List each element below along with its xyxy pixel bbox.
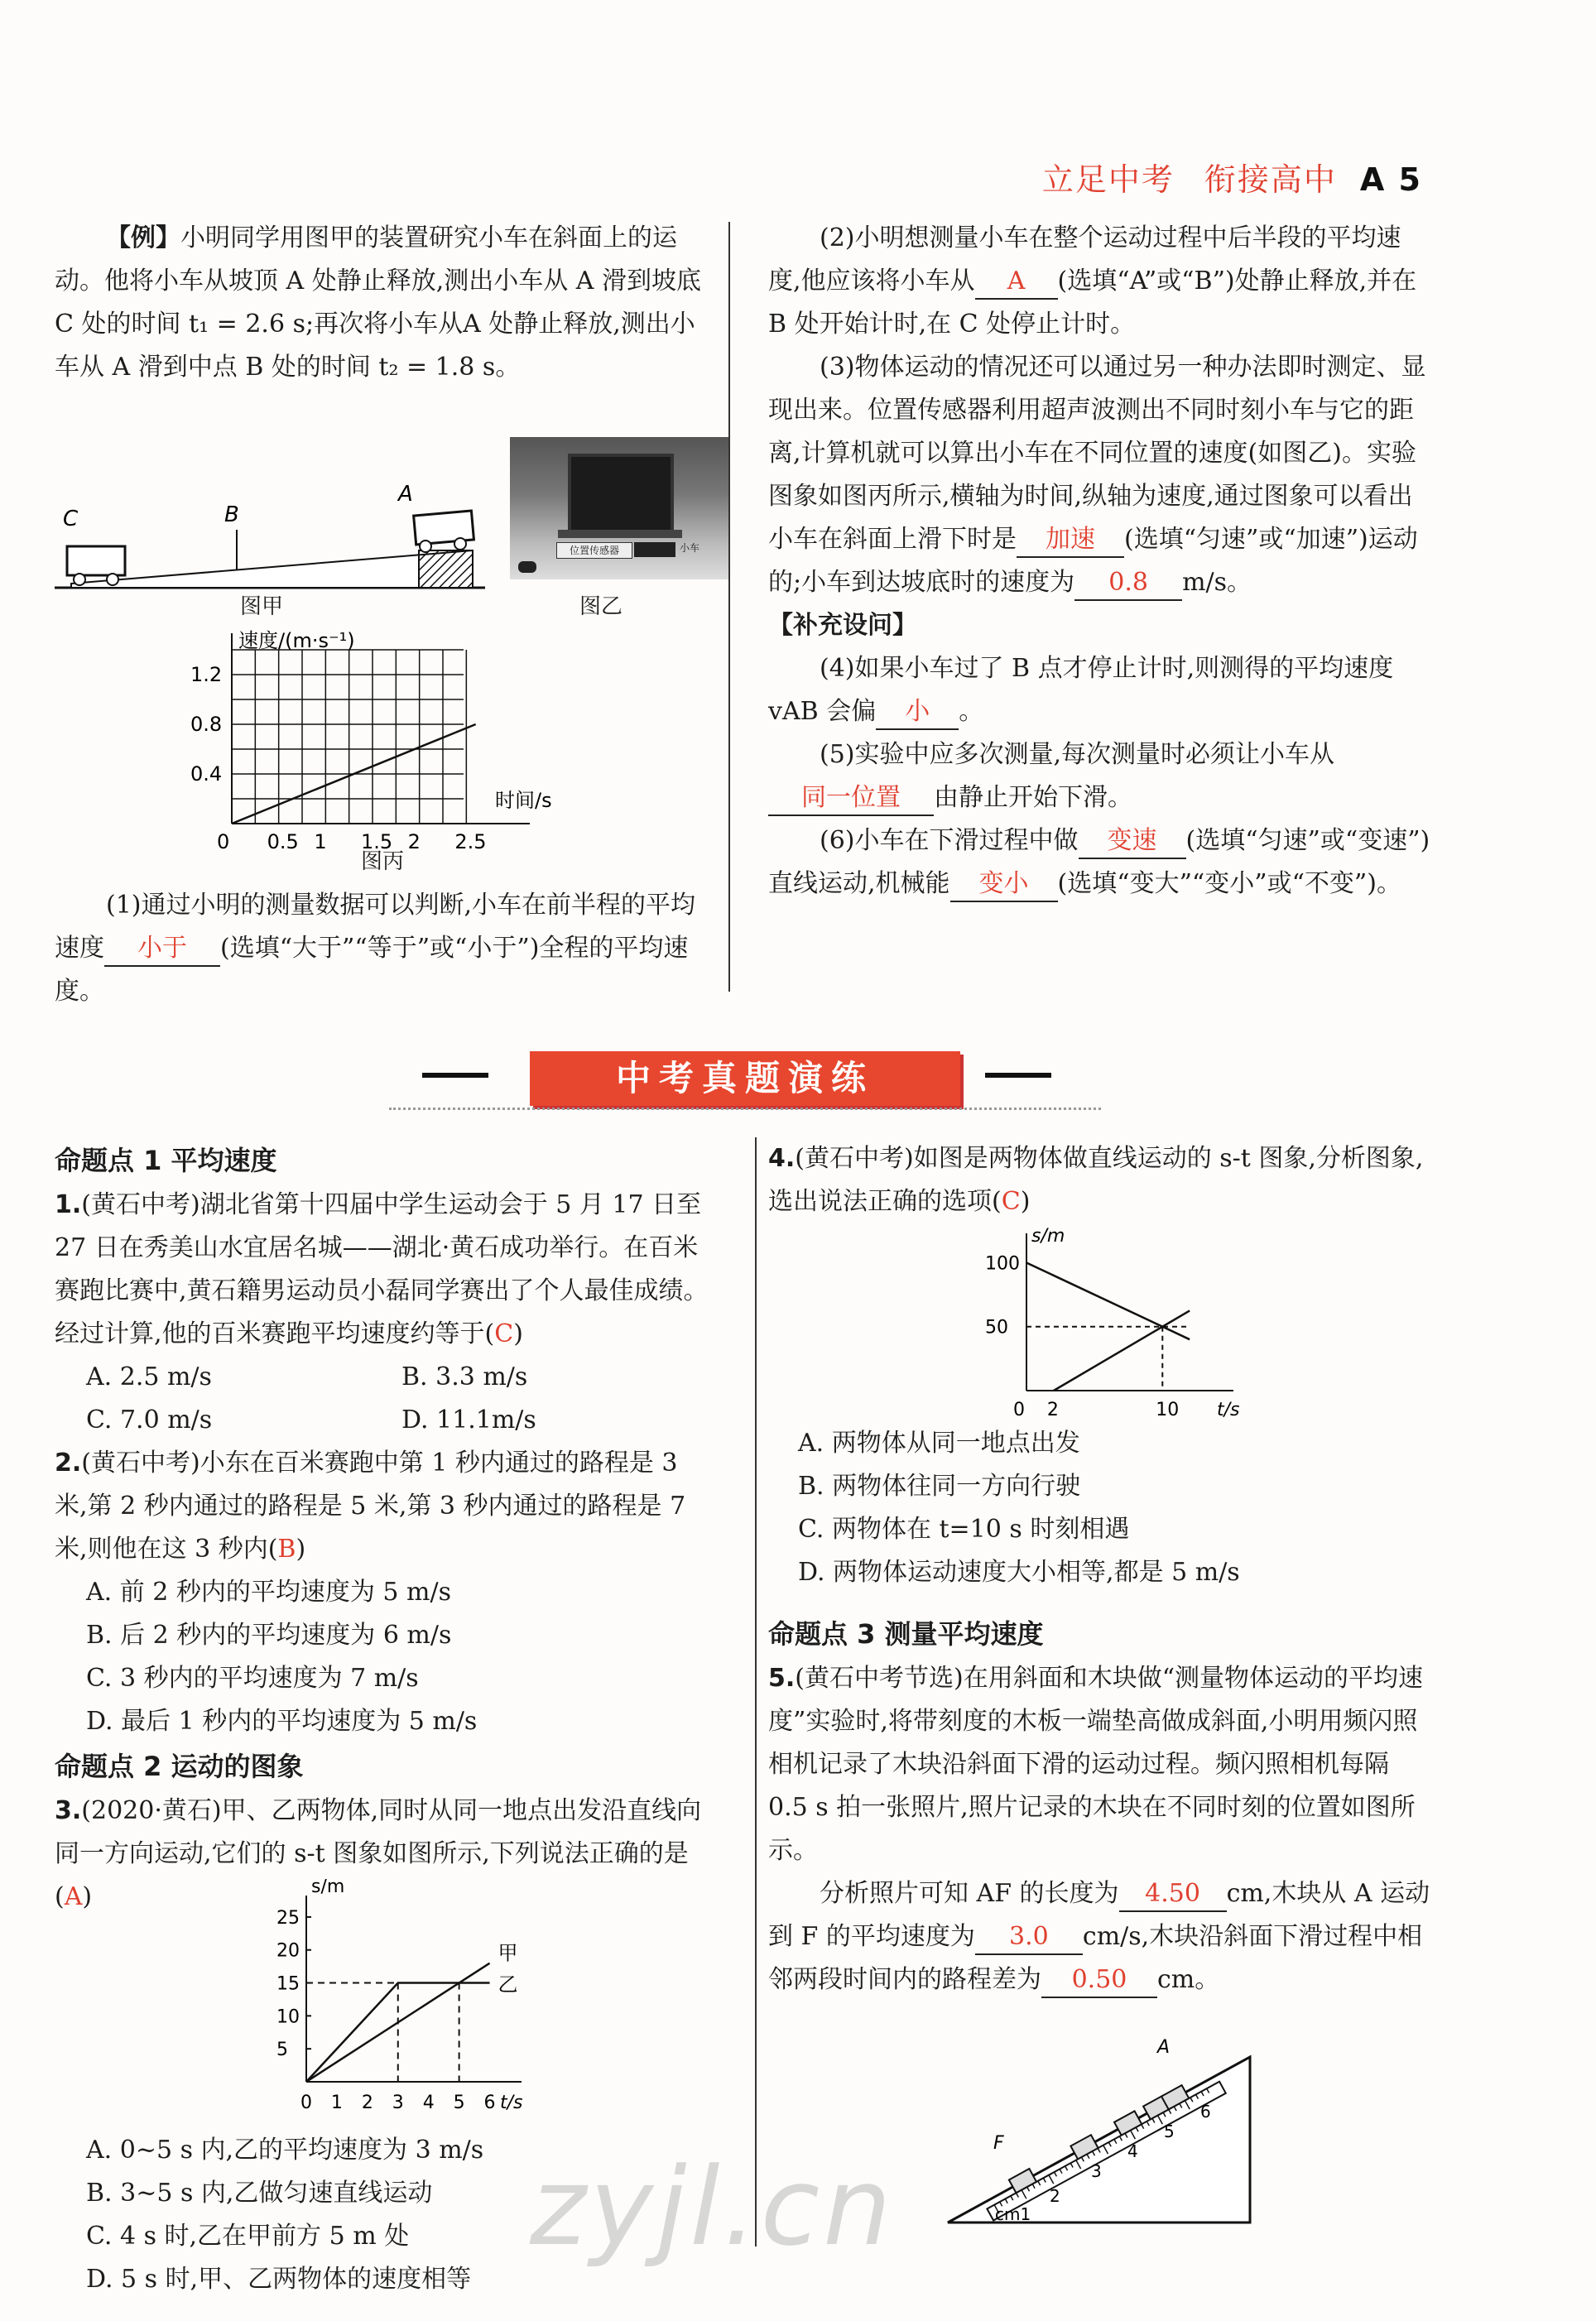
car-label: 小车 [680,542,700,554]
x-tick-label: 2.5 [454,830,487,853]
example-q1: (1)通过小明的测量数据可以判断,小车在前半程的平均速度 小于 (选填“大于”“等于”或“小于”)全程的平均速度。 [55,891,696,1006]
right-exam-column-2: 命题点 3 测量平均速度 5.(黄石中考节选)在用斜面和木块做“测量物体运动的平均速度”实验时,将带刻度的木板一端垫高做成斜面,小明用频闪照相机记录了木块沿斜面下滑的运动过程。频闪照相机每隔 0.5 s 拍一张照片,照片记录的木块在不同时刻的位置如图所示。 分析照片可知 AF 的长度为 4.50 cm,木块从 A 运动到 F 的平均速度为 3.0 cm/s,木块沿斜面下滑过程中相邻两段时间内的路程差为 0.50 cm。 [768,1611,1430,2001]
series-line-2 [1054,1310,1190,1391]
p5-answer-2: 3.0 [975,1920,1083,1955]
x-tick-label: 4 [422,2093,435,2113]
example-intro: 小明同学用图甲的装置研究小车在斜面上的运动。他将小车从坡顶 A 处静止释放,测出小车从 A 滑到坡底 C 处的时间 t₁ = 2.6 s;再次将小车从A 处静止释放,测出小车从 A 滑到中点 B 处的时间 t₂ = 1.8 s。 [55,223,702,382]
y-tick-label: 50 [985,1317,1008,1338]
y-tick-label: 10 [276,2006,300,2028]
p3-answer: A [64,1882,83,1911]
series-line-1 [1026,1262,1190,1339]
x-tick-label: 0 [217,830,230,853]
q3-answer-2: 0.8 [1074,566,1182,601]
example-right-column: (2)小明想测量小车在整个运动过程中后半段的平均速度,他应该将小车从 A (选填“A”或“B”)处静止释放,并在 B 处开始计时,在 C 处停止计时。 (3)物体运动的情况还可以通过另一种办法即时测定、显现出来。位置传感器利用超声波测出不同时刻小车与它的距离,计算机就可以算出小车在不同位置的速度(如图乙)。实验图象如图丙所示,横轴为时间,纵轴为速度,通过图象可以看出小车在斜面上滑下时是 加速 (选填“匀速”或“加速”)运动的;小车到达坡底时的速度为 0.8 m/s。 【补充设问】 (4)如果小车过了 B 点才停止计时,则测得的平均速度 vAB 会偏 小 。 (5)实验中应多次测量,每次测量时必须让小车从同一位置 由静止开始下滑。 (6)小车在下滑过程中做 变速 (选填“匀速”或“变速”)直线运动,机械能 变小 (选填“变大”“变小”或“不变”)。 [768,217,1430,906]
y-axis-label: 速度/(m·s⁻¹) [238,629,355,652]
ruler-label-A: A [1157,2037,1171,2058]
p4-answer: C [1001,1187,1021,1216]
problem-3-chart [248,1879,563,2127]
page-header [1042,154,1422,199]
label-B: B [224,502,239,527]
supplement-title: 【补充设问】 [768,611,917,640]
incline-ruler-diagram [944,2036,1258,2235]
p3-options: A. 0~5 s 内,乙的平均速度为 3 m/s B. 3~5 s 内,乙做匀速直线运动 C. 4 s 时,乙在甲前方 5 m 处 D. 5 s 时,甲、乙两物体的速度相等 [86,2136,484,2294]
x-tick-label: 1 [314,830,327,853]
x-tick-label: 3 [392,2093,404,2113]
x-tick-label: 0 [1013,1400,1025,1420]
y-tick-label: 25 [276,1907,300,1929]
x-tick-label: 2 [1046,1400,1059,1420]
example-tag: 【例】 [106,223,180,252]
q5-answer: 同一位置 [768,781,934,816]
y-tick-label: 15 [276,1973,300,1995]
figure-c-chart [182,629,613,869]
x-tick-label: 2 [407,830,421,853]
p5-answer-1: 4.50 [1119,1877,1227,1912]
x-tick-label: 1 [330,2093,343,2113]
p2-options: A. 前 2 秒内的平均速度为 5 m/s B. 后 2 秒内的平均速度为 6 m/s C. 3 秒内的平均速度为 7 m/s D. 最后 1 秒内的平均速度为 5 m/s [86,1578,478,1736]
p2-answer: B [277,1535,296,1564]
ruler-label-5: 5 [1164,2122,1175,2141]
x-tick-label: 10 [1156,1400,1180,1420]
fig-b-caption: 图乙 [579,594,623,619]
ruler-label-cm1: cm1 [995,2204,1031,2224]
q4-answer: 小 [876,695,959,730]
q6-answer-1: 变速 [1079,824,1186,859]
sensor-label: 位置传感器 [556,542,632,559]
p5-answer-3: 0.50 [1041,1963,1157,1998]
fig-c-caption: 图丙 [361,849,405,874]
y-tick-label: 1.2 [190,663,223,686]
laptop-screen-icon [568,454,674,535]
ruler-label-F: F [993,2133,1004,2154]
x-axis-label: t/s [1217,1400,1240,1420]
x-axis-label: 时间/s [495,789,552,812]
ruler-label-6: 6 [1200,2102,1211,2122]
p1-answer: C [494,1319,514,1348]
header-text-2: 衔接高中 [1204,161,1337,198]
y-tick-label: 0.4 [190,762,223,786]
q1-answer: 小于 [104,932,220,967]
y-tick-label: 20 [276,1940,300,1962]
topic-1-heading: 命题点 1 平均速度 [55,1145,277,1176]
series-label: 乙 [498,1973,518,1997]
right-exam-column: 4.(黄石中考)如图是两物体做直线运动的 s-t 图象,分析图象,选出说法正确的选项(C) [768,1144,1424,1216]
y-tick-label: 0.8 [190,713,223,736]
y-tick-label: 100 [985,1253,1020,1275]
ruler-label-4: 4 [1127,2141,1138,2161]
topic-3-heading: 命题点 3 测量平均速度 [768,1618,1044,1650]
y-axis-label: s/m [1031,1226,1065,1247]
q2-answer: A [975,265,1058,300]
ruler-label-2: 2 [1050,2186,1060,2206]
p1-options: A. 2.5 m/s B. 3.3 m/s C. 7.0 m/s D. 11.1m/s [86,1362,536,1434]
y-tick-label: 5 [276,2040,288,2061]
problem-4-chart [977,1225,1250,1424]
topic-2-heading: 命题点 2 运动的图象 [55,1751,304,1782]
x-tick-label: 5 [453,2093,465,2113]
fig-a-caption: 图甲 [240,594,284,619]
figure-b-photo [510,437,730,579]
x-tick-label: 1.5 [361,830,393,853]
section-banner: 中考真题演练 [530,1051,960,1106]
label-C: C [63,507,79,531]
y-axis-label: s/m [311,1879,345,1897]
example-intro-block [55,217,717,389]
banner-line-right [985,1073,1051,1078]
series-line-jia [306,1963,490,2082]
x-axis-label: t/s [500,2093,523,2113]
banner-line-left [422,1073,488,1078]
label-A: A [398,484,413,507]
x-tick-label: 6 [483,2093,496,2113]
left-exam-column: 命题点 1 平均速度 1.(黄石中考)湖北省第十四届中学生运动会于 5 月 17 日至 27 日在秀美山水宜居名城——湖北·黄石成功举行。在百米赛跑比赛中,黄石籍男运动员小磊同学赛出了个人最佳成绩。经过计算,他的百米赛跑平均速度约等于(C) A. 2.5 m/s B. 3.3 m/s C. 7.0 m/s D. 11.1m/s 2.(黄石中考)小东在百米赛跑中第 1 秒内通过的路程是 3 米,第 2 秒内通过的路程是 5 米,第 3 秒内通过的路程是 7 米,则他在这 3 秒内(B) A. 前 2 秒内的平均速度为 5 m/s B. 后 2 秒内的平均速度为 6 m/s C. 3 秒内的平均速度为 7 m/s D. 最后 1 秒内的平均速度为 5 m/s 命题点 2 运动的图象 3.(2020·黄石)甲、乙两物体,同时从同一地点出发沿直线向同一方向运动,它们的 s-t 图象如图所示,下列说法正确的是(A) [55,1137,717,1919]
watermark: zyjl.cn [530,2144,895,2270]
column-divider-bottom [755,1137,757,2247]
header-text-1: 立足中考 [1041,161,1175,198]
banner-dots [389,1108,1101,1115]
q6-answer-2: 变小 [950,867,1058,902]
ruler-label-3: 3 [1091,2161,1102,2181]
page-number: A 5 [1359,161,1422,198]
mouse-icon [518,561,536,573]
series-label: 甲 [498,1941,518,1965]
p4-options: A. 两物体从同一地点出发 B. 两物体往同一方向行驶 C. 两物体在 t=10 s 时刻相遇 D. 两物体运动速度大小相等,都是 5 m/s [798,1429,1240,1587]
q3-answer-1: 加速 [1017,523,1124,558]
x-tick-label: 0 [300,2093,312,2113]
x-tick-label: 0.5 [267,830,299,853]
column-divider-top [728,222,730,992]
x-tick-label: 2 [361,2093,373,2113]
